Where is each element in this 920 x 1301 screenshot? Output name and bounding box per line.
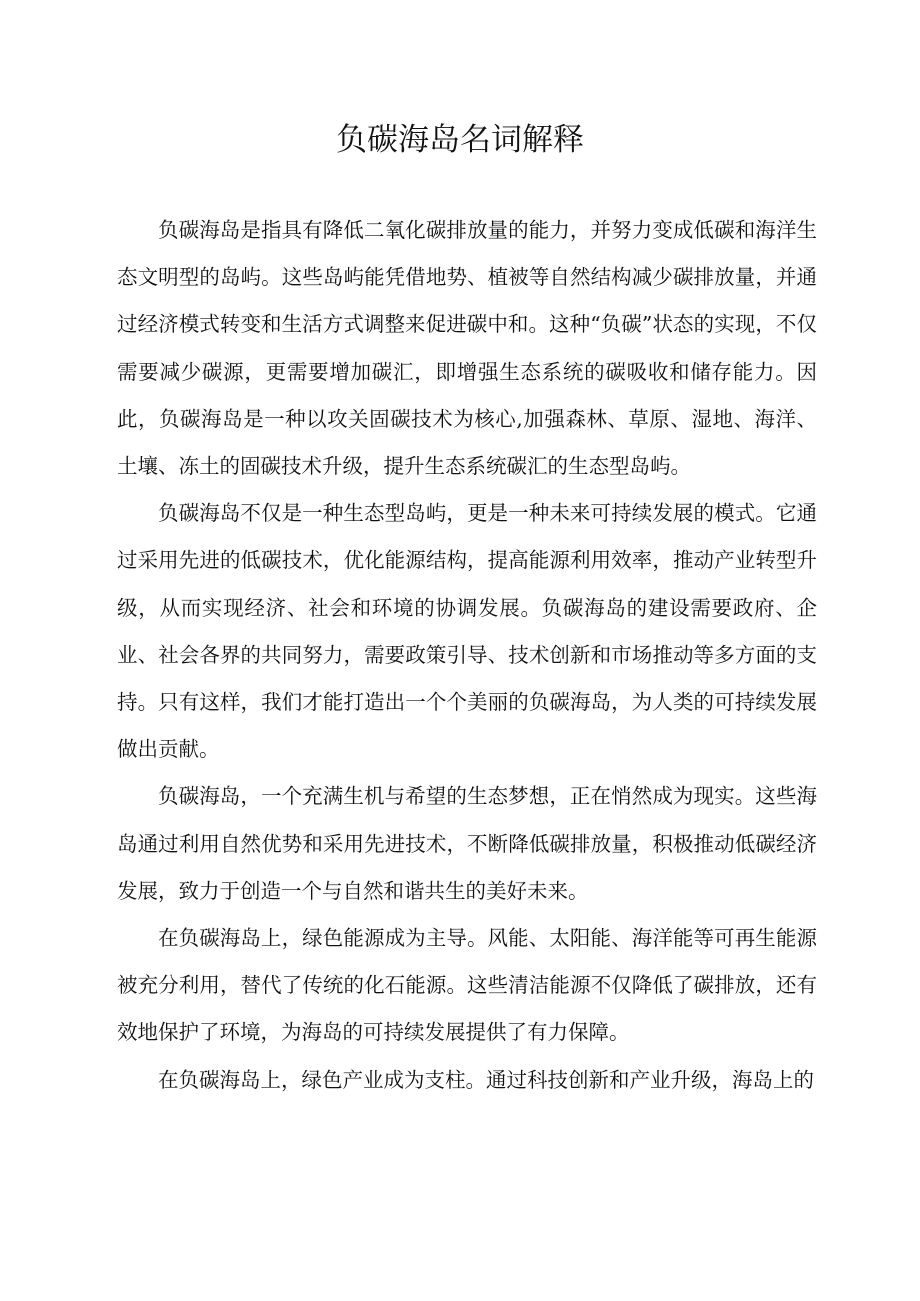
paragraph: 在负碳海岛上，绿色产业成为支柱。通过科技创新和产业升级，海岛上的 — [158, 1067, 814, 1092]
paragraph: 负碳海岛是指具有降低二氧化碳排放量的能力，并努力变成低碳和海洋生态文明型的岛屿。这些岛屿能凭借地势、植被等自然结构减少碳排放量，并通过经济模式转变和生活方式调整来促进碳中和。这种“负碳”状态的实现，不仅需要减少碳源，更需要增加碳汇，即增强生态系统的碳吸收和储存能力。因此，负碳海岛是一种以攻关固碳技术为核心,加强森林、草原、湿地、海洋、土壤、冻土的固碳技术升级，提升生态系统碳汇的生态型岛屿。 — [117, 218, 817, 479]
document-body — [117, 207, 817, 1104]
document-title: 负碳海岛名词解释 — [336, 122, 584, 158]
paragraph: 负碳海岛不仅是一种生态型岛屿，更是一种未来可持续发展的模式。它通过采用先进的低碳技术，优化能源结构，提高能源利用效率，推动产业转型升级，从而实现经济、社会和环境的协调发展。负碳海岛的建设需要政府、企业、社会各界的共同努力，需要政策引导、技术创新和市场推动等多方面的支持。只有这样，我们才能打造出一个个美丽的负碳海岛，为人类的可持续发展做出贡献。 — [117, 501, 817, 762]
paragraph: 负碳海岛，一个充满生机与希望的生态梦想，正在悄然成为现实。这些海岛通过利用自然优势和采用先进技术，不断降低碳排放量，积极推动低碳经济发展，致力于创造一个与自然和谐共生的美好未来。 — [117, 784, 817, 903]
paragraph: 在负碳海岛上，绿色能源成为主导。风能、太阳能、海洋能等可再生能源被充分利用，替代了传统的化石能源。这些清洁能源不仅降低了碳排放，还有效地保护了环境，为海岛的可持续发展提供了有力保障。 — [117, 926, 817, 1045]
